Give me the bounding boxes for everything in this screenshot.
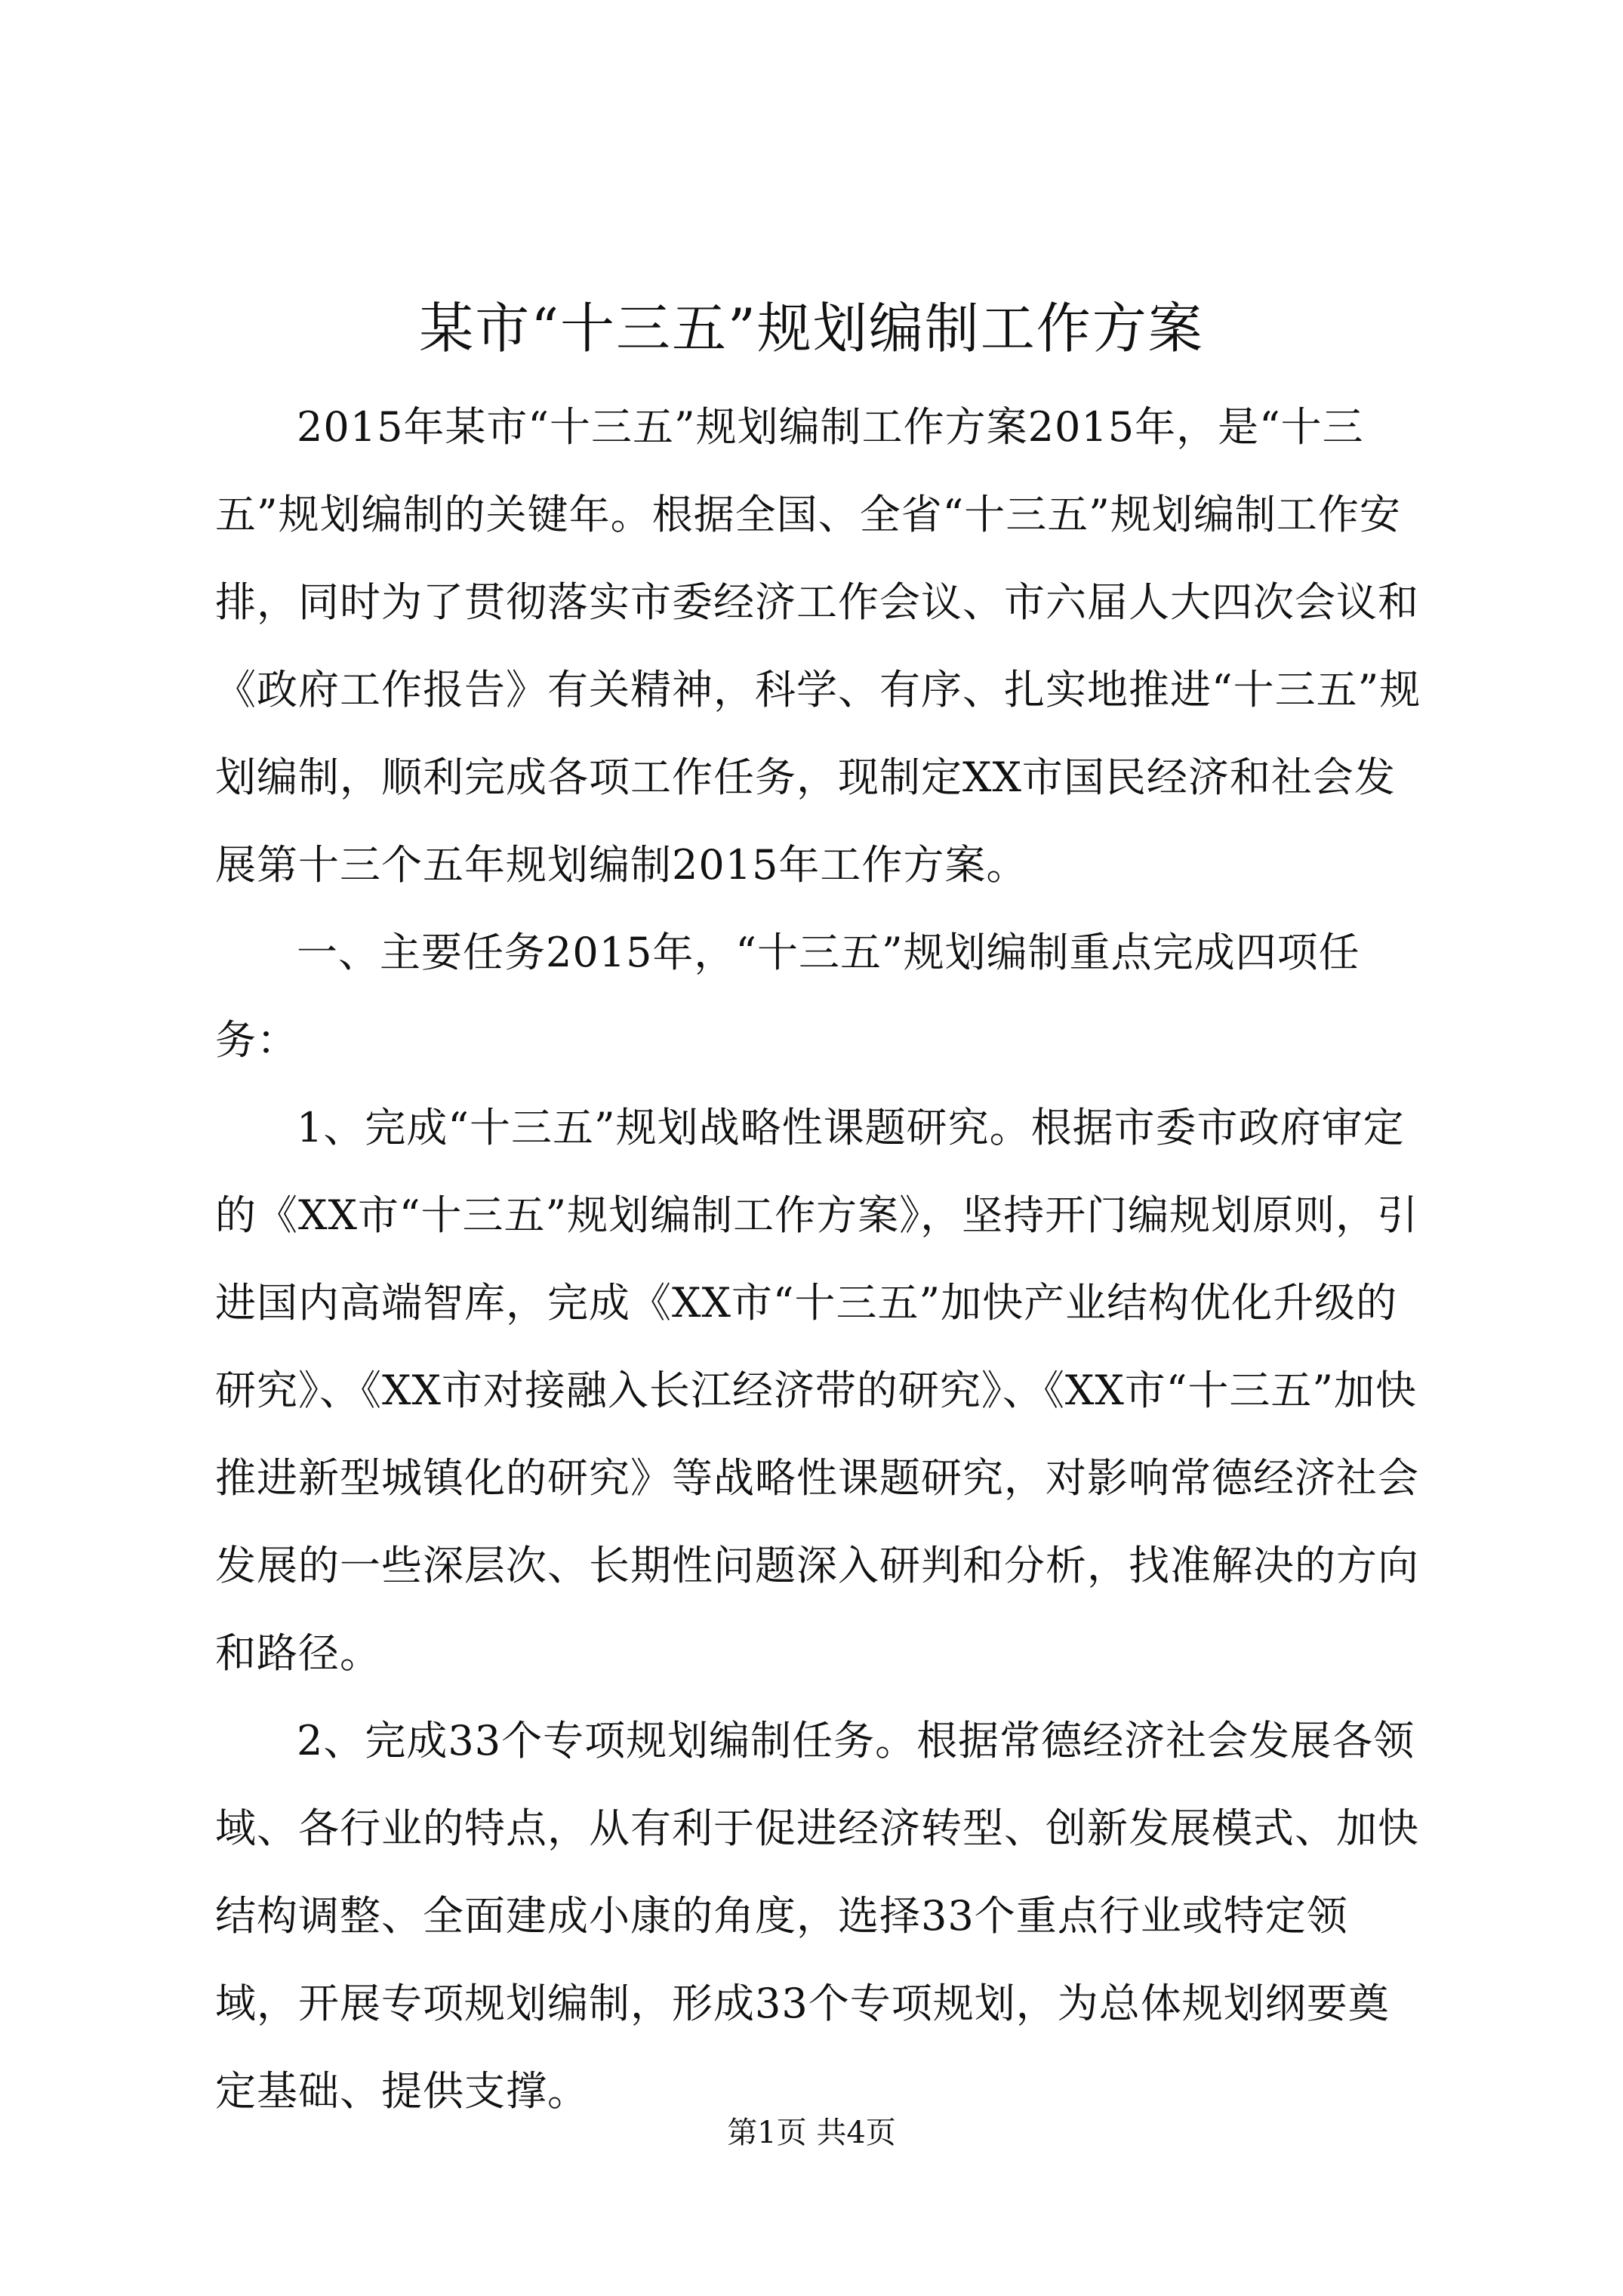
document-title: 某市“十三五”规划编制工作方案 (419, 297, 1204, 360)
paragraph-main-tasks: 一、主要任务2015年，“十三五”规划编制重点完成四项任务： (215, 929, 1360, 1064)
paragraph-intro: 2015年某市“十三五”规划编制工作方案2015年，是“十三五”规划编制的关键年。根据全国、全省“十三五”规划编制工作安排，同时为了贯彻落实市委经济工作会议、市六届人大四次会议和《政府工作报告》有关精神，科学、有序、扎实地推进“十三五”规划编制，顺利完成各项工作任务，现制定XX市国民经济和社会发展第十三个五年规划编制2015年工作方案。 (215, 403, 1421, 889)
document-body (215, 384, 1423, 2135)
paragraph-task-1: 1、完成“十三五”规划战略性课题研究。根据市委市政府审定的《XX市“十三五”规划编制工作方案》，坚持开门编规划原则，引进国内高端智库，完成《XX市“十三五”加快产业结构优化升级的研究》、《XX市对接融入长江经济带的研究》、《XX市“十三五”加快推进新型城镇化的研究》等战略性课题研究，对影响常德经济社会发展的一些深层次、长期性问题深入研判和分析，找准解决的方向和路径。 (215, 1104, 1419, 1677)
page-number-footer: 第1页 共4页 (727, 2116, 896, 2150)
paragraph-task-2: 2、完成33个专项规划编制任务。根据常德经济社会发展各领域、各行业的特点，从有利于促进经济转型、创新发展模式、加快结构调整、全面建成小康的角度，选择33个重点行业或特定领域，开展专项规划编制，形成33个专项规划，为总体规划纲要奠定基础、提供支撑。 (215, 1717, 1419, 2115)
